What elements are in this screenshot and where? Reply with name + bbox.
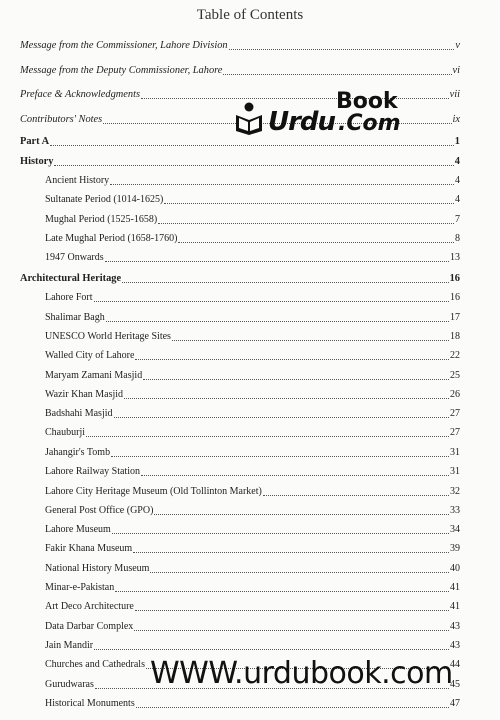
dot-leader <box>110 184 454 185</box>
toc-entry[interactable] <box>45 366 460 382</box>
dot-leader <box>141 475 449 476</box>
toc-entry[interactable] <box>45 482 460 498</box>
toc-entry[interactable] <box>45 443 460 459</box>
toc-entry-label: Lahore City Heritage Museum (Old Tollinton Market) <box>45 486 262 497</box>
toc-entry-page: v <box>455 40 460 51</box>
toc-entry[interactable] <box>45 248 460 264</box>
toc-entry[interactable] <box>45 210 460 226</box>
toc-entry[interactable] <box>20 61 460 77</box>
dot-leader <box>133 552 449 553</box>
toc-entry-label: Lahore Museum <box>45 524 111 535</box>
dot-leader <box>114 417 450 418</box>
toc-entry-label: Message from the Deputy Commissioner, Lahore <box>20 65 223 76</box>
toc-entry-page: 41 <box>450 601 460 612</box>
dot-leader <box>135 610 449 611</box>
toc-entry[interactable] <box>45 308 460 324</box>
toc-entry-label: Historical Monuments <box>45 698 135 709</box>
toc-entry[interactable] <box>45 578 460 594</box>
toc-entry-page: vii <box>449 89 460 100</box>
dot-leader <box>50 145 454 146</box>
toc-entry-page: 44 <box>450 659 460 670</box>
book-reader-icon <box>234 101 264 135</box>
toc-entry[interactable] <box>45 694 460 710</box>
toc-entry-page: 8 <box>455 233 460 244</box>
toc-entry-label: Mughal Period (1525-1658) <box>45 214 158 225</box>
toc-entry-label: General Post Office (GPO) <box>45 505 154 516</box>
dot-leader <box>122 282 449 283</box>
dot-leader <box>150 572 449 573</box>
dot-leader <box>164 203 454 204</box>
toc-entry[interactable] <box>20 152 460 168</box>
toc-entry[interactable] <box>45 327 460 343</box>
toc-entry[interactable] <box>45 288 460 304</box>
toc-entry[interactable] <box>45 229 460 245</box>
dot-leader <box>136 707 449 708</box>
toc-entry-label: Shalimar Bagh <box>45 312 105 323</box>
toc-entry-page: 4 <box>454 156 460 167</box>
dot-leader <box>94 649 449 650</box>
toc-entry-page: 4 <box>455 194 460 205</box>
toc-entry[interactable] <box>45 346 460 362</box>
toc-entry-page: ix <box>452 114 460 125</box>
toc-entry-page: 17 <box>450 312 460 323</box>
toc-entry[interactable] <box>45 462 460 478</box>
toc-entry-page: 40 <box>450 563 460 574</box>
toc-entry[interactable] <box>45 190 460 206</box>
toc-entry[interactable] <box>45 617 460 633</box>
dot-leader <box>178 242 454 243</box>
dot-leader <box>86 436 449 437</box>
toc-entry-label: Walled City of Lahore <box>45 350 135 361</box>
toc-entry[interactable] <box>45 501 460 517</box>
toc-entry-page: 39 <box>450 543 460 554</box>
toc-entry-label: History <box>20 156 54 167</box>
toc-entry-page: 41 <box>450 582 460 593</box>
toc-entry-page: 13 <box>450 252 460 263</box>
toc-entry[interactable] <box>45 539 460 555</box>
toc-entry-page: 27 <box>450 408 460 419</box>
dot-leader <box>111 456 449 457</box>
toc-entry-label: Churches and Cathedrals <box>45 659 145 670</box>
dot-leader <box>263 495 449 496</box>
toc-entry-page: 22 <box>450 350 460 361</box>
toc-entry-page: 47 <box>450 698 460 709</box>
dot-leader <box>158 223 454 224</box>
dot-leader <box>112 533 449 534</box>
dot-leader <box>229 49 455 50</box>
toc-entry-page: 34 <box>450 524 460 535</box>
toc-entry-page: vi <box>452 65 460 76</box>
toc-entry-label: Lahore Fort <box>45 292 93 303</box>
toc-entry-label: Minar-e-Pakistan <box>45 582 115 593</box>
toc-entry-label: Data Darbar Complex <box>45 621 134 632</box>
toc-entry[interactable] <box>45 171 460 187</box>
toc-entry-label: Message from the Commissioner, Lahore Division <box>20 40 228 51</box>
toc-entry[interactable] <box>45 520 460 536</box>
toc-entry-label: Architectural Heritage <box>20 273 122 284</box>
toc-entry-label: Part A <box>20 136 50 147</box>
toc-entry-label: Chauburji <box>45 427 85 438</box>
toc-entry-label: Art Deco Architecture <box>45 601 134 612</box>
toc-entry[interactable] <box>45 559 460 575</box>
dot-leader <box>115 591 449 592</box>
toc-entry-page: 32 <box>450 486 460 497</box>
dot-leader <box>143 379 449 380</box>
toc-entry-label: Ancient History <box>45 175 110 186</box>
toc-entry-label: UNESCO World Heritage Sites <box>45 331 171 342</box>
toc-entry[interactable] <box>45 597 460 613</box>
toc-entry[interactable] <box>20 269 460 285</box>
toc-entry-label: 1947 Onwards <box>45 252 104 263</box>
toc-entry-page: 43 <box>450 621 460 632</box>
dot-leader <box>124 398 449 399</box>
toc-entry[interactable] <box>45 385 460 401</box>
dot-leader <box>54 165 453 166</box>
toc-entry-page: 31 <box>450 447 460 458</box>
toc-entry-page: 45 <box>450 679 460 690</box>
toc-entry-label: Sultanate Period (1014-1625) <box>45 194 164 205</box>
toc-entry-page: 16 <box>450 292 460 303</box>
toc-entry-label: Gurudwaras <box>45 679 94 690</box>
dot-leader <box>134 630 449 631</box>
toc-entry-label: Maryam Zamani Masjid <box>45 370 143 381</box>
toc-entry-page: 43 <box>450 640 460 651</box>
toc-entry-label: Wazir Khan Masjid <box>45 389 124 400</box>
toc-entry-label: Badshahi Masjid <box>45 408 113 419</box>
toc-entry-label: Jahangir's Tomb <box>45 447 111 458</box>
toc-entry-page: 27 <box>450 427 460 438</box>
toc-entry-page: 1 <box>454 136 460 147</box>
toc-entry-label: Preface & Acknowledgments <box>20 89 141 100</box>
toc-entry-page: 25 <box>450 370 460 381</box>
toc-entry-page: 18 <box>450 331 460 342</box>
toc-entry-label: Jain Mandir <box>45 640 94 651</box>
dot-leader <box>106 321 449 322</box>
toc-entry-page: 16 <box>449 273 460 284</box>
dot-leader <box>94 301 450 302</box>
toc-entry-page: 7 <box>455 214 460 225</box>
watermark-url: WWW.urdubook.com <box>150 656 453 691</box>
watermark-logo: Urdu Book .Com <box>230 95 410 141</box>
toc-entry-label: Fakir Khana Museum <box>45 543 133 554</box>
page-title: Table of Contents <box>196 7 304 23</box>
toc-entry[interactable] <box>45 404 460 420</box>
dot-leader <box>223 74 451 75</box>
toc-entry-page: 4 <box>455 175 460 186</box>
toc-entry[interactable] <box>20 36 460 52</box>
toc-entry-page: 33 <box>450 505 460 516</box>
toc-entry-label: Contributors' Notes <box>20 114 103 125</box>
dot-leader <box>105 261 449 262</box>
dot-leader <box>154 514 449 515</box>
dot-leader <box>135 359 449 360</box>
toc-entry[interactable] <box>45 636 460 652</box>
toc-entry[interactable] <box>45 423 460 439</box>
toc-entry-label: Late Mughal Period (1658-1760) <box>45 233 178 244</box>
toc-entry-label: Lahore Railway Station <box>45 466 140 477</box>
toc-entry-label: National History Museum <box>45 563 150 574</box>
toc-entry-page: 31 <box>450 466 460 477</box>
dot-leader <box>172 340 449 341</box>
toc-entry-page: 26 <box>450 389 460 400</box>
